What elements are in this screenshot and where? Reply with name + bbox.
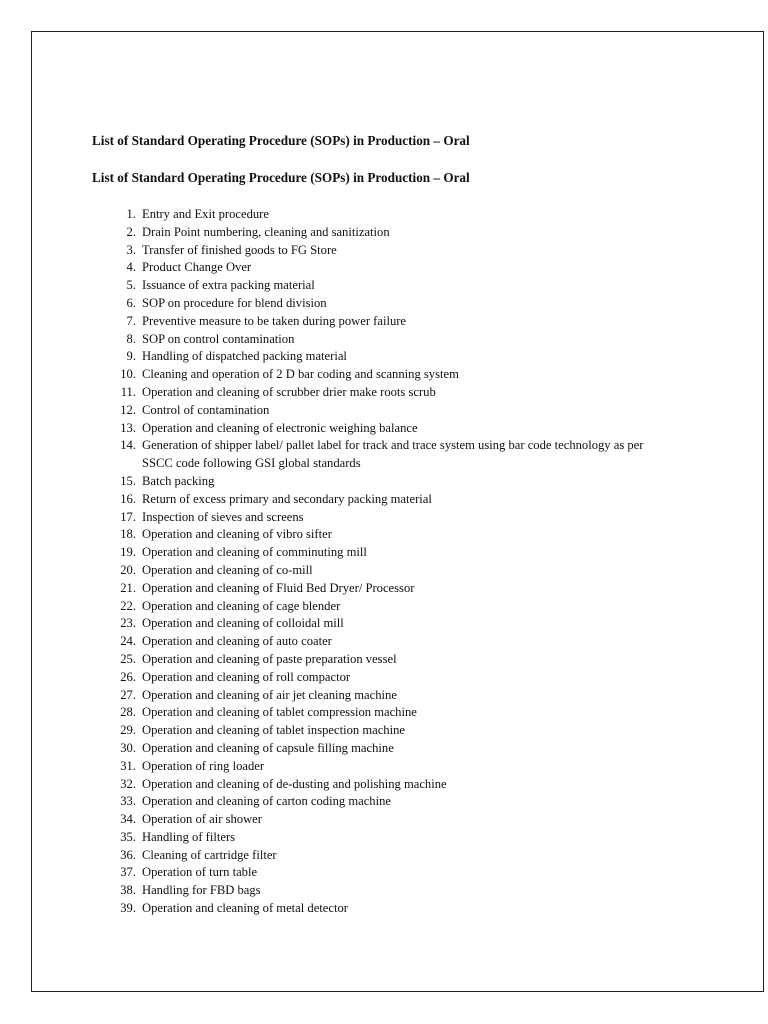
- list-item: [92, 420, 652, 438]
- list-item: [92, 437, 652, 473]
- list-item-text: Generation of shipper label/ pallet label for track and trace system using bar code technology as per SSCC code following GSI global standards: [142, 438, 644, 471]
- list-item: [92, 277, 652, 295]
- list-item-number: 15.: [120, 473, 136, 488]
- list-item-number: 28.: [120, 705, 136, 720]
- list-item-text: Issuance of extra packing material: [142, 278, 315, 293]
- list-item-number: 12.: [120, 402, 136, 417]
- list-item-text: Operation and cleaning of de-dusting and polishing machine: [142, 776, 447, 791]
- list-item-number: 30.: [120, 740, 136, 755]
- document-heading-secondary: List of Standard Operating Procedure (SOPs) in Production – Oral: [92, 170, 470, 185]
- list-item: [92, 722, 652, 740]
- list-item: [92, 882, 652, 900]
- document-heading-primary: List of Standard Operating Procedure (SOPs) in Production – Oral: [92, 133, 470, 148]
- list-item-number: 20.: [120, 562, 136, 577]
- list-item: [92, 615, 652, 633]
- list-item-number: 35.: [120, 829, 136, 844]
- list-item-number: 38.: [120, 883, 136, 898]
- list-item-number: 17.: [120, 509, 136, 524]
- list-item-text: Operation and cleaning of auto coater: [142, 634, 332, 649]
- list-item-number: 33.: [120, 794, 136, 809]
- list-item: [92, 473, 652, 491]
- list-item: [92, 224, 652, 242]
- list-item-number: 5.: [126, 278, 136, 293]
- list-item-number: 31.: [120, 758, 136, 773]
- list-item-number: 8.: [126, 331, 136, 346]
- list-item-number: 24.: [120, 634, 136, 649]
- list-item-number: 39.: [120, 901, 136, 916]
- list-item: [92, 295, 652, 313]
- list-item-number: 19.: [120, 545, 136, 560]
- list-item-text: Cleaning of cartridge filter: [142, 847, 277, 862]
- list-item-number: 25.: [120, 651, 136, 666]
- list-item-text: Handling for FBD bags: [142, 883, 261, 898]
- list-item-number: 1.: [126, 207, 136, 221]
- list-item: [92, 544, 652, 562]
- list-item: [92, 669, 652, 687]
- list-item-text: Operation and cleaning of tablet compression machine: [142, 705, 417, 720]
- list-item-text: Return of excess primary and secondary packing material: [142, 491, 432, 506]
- list-item-number: 22.: [120, 598, 136, 613]
- list-item-number: 16.: [120, 491, 136, 506]
- list-item-number: 10.: [120, 367, 136, 382]
- list-item: [92, 829, 652, 847]
- list-item-text: Transfer of finished goods to FG Store: [142, 242, 337, 257]
- list-item-text: Operation and cleaning of air jet cleaning machine: [142, 687, 397, 702]
- list-item: [92, 864, 652, 882]
- list-item-text: Operation and cleaning of paste preparation vessel: [142, 651, 397, 666]
- list-item-text: SOP on procedure for blend division: [142, 295, 327, 310]
- list-item-number: 26.: [120, 669, 136, 684]
- list-item: [92, 847, 652, 865]
- list-item-text: Operation and cleaning of Fluid Bed Dryer/ Processor: [142, 580, 415, 595]
- list-item-text: Operation and cleaning of colloidal mill: [142, 616, 344, 631]
- list-item: [92, 366, 652, 384]
- list-item: [92, 526, 652, 544]
- list-item-number: 32.: [120, 776, 136, 791]
- list-item-text: Operation and cleaning of cage blender: [142, 598, 341, 613]
- list-item: [92, 206, 652, 224]
- list-item: [92, 562, 652, 580]
- list-item-text: Inspection of sieves and screens: [142, 509, 304, 524]
- list-item: [92, 651, 652, 669]
- list-item-number: 2.: [126, 224, 136, 239]
- list-item-number: 11.: [120, 384, 136, 399]
- list-item: [92, 740, 652, 758]
- list-item: [92, 242, 652, 260]
- list-item: [92, 900, 652, 918]
- list-item: [92, 704, 652, 722]
- sop-list: [92, 206, 652, 918]
- list-item-number: 27.: [120, 687, 136, 702]
- list-item-text: Operation and cleaning of scrubber drier make roots scrub: [142, 384, 436, 399]
- list-item-text: Entry and Exit procedure: [142, 207, 269, 221]
- list-item-number: 9.: [126, 349, 136, 364]
- list-item-text: SOP on control contamination: [142, 331, 295, 346]
- list-item-text: Operation and cleaning of vibro sifter: [142, 527, 332, 542]
- list-item-text: Handling of dispatched packing material: [142, 349, 347, 364]
- list-item-text: Operation and cleaning of comminuting mill: [142, 545, 367, 560]
- list-item-number: 4.: [126, 260, 136, 275]
- list-item: [92, 598, 652, 616]
- list-item: [92, 687, 652, 705]
- document-page: [31, 31, 764, 992]
- list-item-text: Drain Point numbering, cleaning and sanitization: [142, 224, 390, 239]
- list-item: [92, 758, 652, 776]
- list-item-number: 23.: [120, 616, 136, 631]
- list-item-text: Operation and cleaning of tablet inspection machine: [142, 723, 405, 738]
- list-item-text: Operation and cleaning of carton coding machine: [142, 794, 391, 809]
- list-item: [92, 384, 652, 402]
- list-item-text: Operation and cleaning of roll compactor: [142, 669, 351, 684]
- list-item: [92, 259, 652, 277]
- list-item-number: 34.: [120, 812, 136, 827]
- list-item-text: Product Change Over: [142, 260, 252, 275]
- list-item-text: Operation and cleaning of co-mill: [142, 562, 313, 577]
- list-item-number: 13.: [120, 420, 136, 435]
- list-item-number: 6.: [126, 295, 136, 310]
- list-item: [92, 509, 652, 527]
- list-item-text: Operation and cleaning of electronic weighing balance: [142, 420, 418, 435]
- list-item-text: Cleaning and operation of 2 D bar coding and scanning system: [142, 367, 459, 382]
- list-item: [92, 793, 652, 811]
- list-item-text: Batch packing: [142, 473, 215, 488]
- list-item-text: Operation of air shower: [142, 812, 262, 827]
- list-item-number: 14.: [120, 438, 136, 453]
- list-item-number: 18.: [120, 527, 136, 542]
- list-item: [92, 811, 652, 829]
- list-item: [92, 776, 652, 794]
- list-item: [92, 402, 652, 420]
- list-item-text: Operation of turn table: [142, 865, 258, 880]
- list-item-text: Operation and cleaning of metal detector: [142, 901, 348, 916]
- list-item-number: 29.: [120, 723, 136, 738]
- list-item: [92, 580, 652, 598]
- list-item-number: 36.: [120, 847, 136, 862]
- list-item-number: 3.: [126, 242, 136, 257]
- list-item: [92, 348, 652, 366]
- list-item: [92, 313, 652, 331]
- list-item-text: Operation of ring loader: [142, 758, 265, 773]
- list-item-text: Preventive measure to be taken during power failure: [142, 313, 407, 328]
- list-item-text: Control of contamination: [142, 402, 270, 417]
- list-item-number: 37.: [120, 865, 136, 880]
- list-item: [92, 331, 652, 349]
- list-item: [92, 491, 652, 509]
- list-item-text: Handling of filters: [142, 829, 236, 844]
- list-item-text: Operation and cleaning of capsule filling machine: [142, 740, 394, 755]
- list-item: [92, 633, 652, 651]
- list-item-number: 7.: [126, 313, 136, 328]
- list-item-number: 21.: [120, 580, 136, 595]
